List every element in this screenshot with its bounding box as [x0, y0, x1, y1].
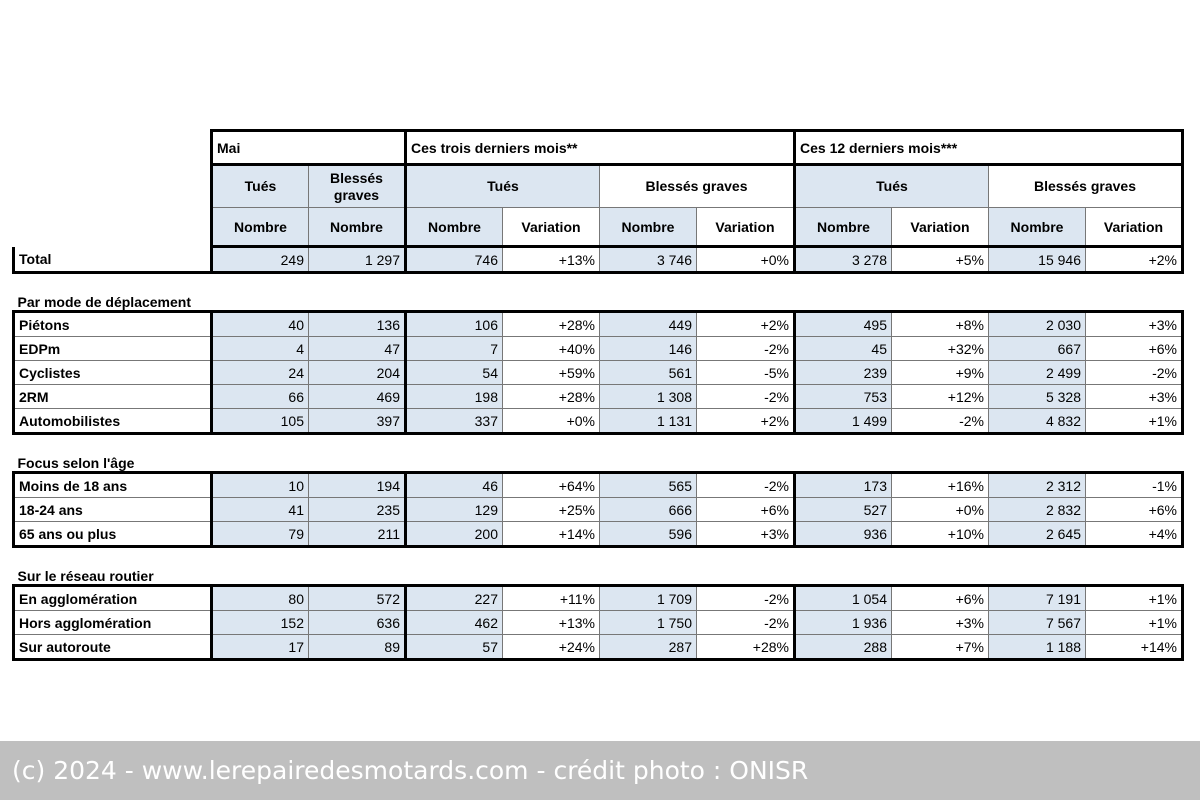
- variation-cell: +2%: [697, 409, 795, 434]
- table-row: [14, 473, 1183, 498]
- variation-cell: +25%: [503, 498, 600, 522]
- count-cell: 47: [309, 337, 406, 361]
- label-nombre: Nombre: [600, 208, 697, 247]
- table-row: [14, 409, 1183, 434]
- variation-cell: -2%: [697, 473, 795, 498]
- section-title: Par mode de déplacement: [17, 294, 192, 310]
- variation-cell: +3%: [697, 522, 795, 547]
- variation-cell: +2%: [1086, 247, 1183, 273]
- variation-cell: +0%: [697, 247, 795, 273]
- row-label: 65 ans ou plus: [14, 522, 212, 547]
- count-cell: 3 746: [600, 247, 697, 273]
- variation-cell: -2%: [1086, 361, 1183, 385]
- variation-cell: +28%: [503, 312, 600, 337]
- table-row: [14, 522, 1183, 547]
- count-cell: 5 328: [989, 385, 1086, 409]
- subheader-blesses-line1: Blessés: [330, 169, 383, 186]
- variation-cell: +16%: [892, 473, 989, 498]
- variation-cell: +1%: [1086, 586, 1183, 611]
- variation-cell: +13%: [503, 611, 600, 635]
- variation-cell: +40%: [503, 337, 600, 361]
- count-cell: 572: [309, 586, 406, 611]
- count-cell: 24: [212, 361, 309, 385]
- empty-corner: [14, 165, 212, 208]
- count-cell: 469: [309, 385, 406, 409]
- count-cell: 397: [309, 409, 406, 434]
- variation-cell: +0%: [503, 409, 600, 434]
- row-label: Hors agglomération: [14, 611, 212, 635]
- variation-cell: +14%: [503, 522, 600, 547]
- count-cell: 495: [795, 312, 892, 337]
- table-row: [14, 312, 1183, 337]
- table-row: [14, 586, 1183, 611]
- count-cell: 211: [309, 522, 406, 547]
- subheader-tues: Tués: [795, 165, 989, 208]
- section-title: Sur le réseau routier: [17, 568, 154, 584]
- label-nombre: Nombre: [309, 208, 406, 247]
- count-cell: 79: [212, 522, 309, 547]
- count-cell: 746: [406, 247, 503, 273]
- count-cell: 41: [212, 498, 309, 522]
- subheader-blesses-graves: Blessés graves: [989, 165, 1183, 208]
- count-cell: 4 832: [989, 409, 1086, 434]
- section-title-row: [14, 434, 1183, 473]
- table-row: [14, 498, 1183, 522]
- count-cell: 15 946: [989, 247, 1086, 273]
- variation-cell: +24%: [503, 635, 600, 660]
- label-nombre: Nombre: [406, 208, 503, 247]
- table-row: [14, 247, 1183, 273]
- row-label: Moins de 18 ans: [14, 473, 212, 498]
- subheader-blesses-graves: Blessés graves: [600, 165, 795, 208]
- label-nombre: Nombre: [795, 208, 892, 247]
- variation-cell: +14%: [1086, 635, 1183, 660]
- label-variation: Variation: [892, 208, 989, 247]
- count-cell: 57: [406, 635, 503, 660]
- count-cell: 54: [406, 361, 503, 385]
- variation-cell: +64%: [503, 473, 600, 498]
- variation-cell: +6%: [1086, 337, 1183, 361]
- label-nombre: Nombre: [989, 208, 1086, 247]
- variation-cell: -1%: [1086, 473, 1183, 498]
- count-cell: 1 308: [600, 385, 697, 409]
- row-label: Piétons: [14, 312, 212, 337]
- row-label: Cyclistes: [14, 361, 212, 385]
- count-cell: 7 191: [989, 586, 1086, 611]
- count-cell: 936: [795, 522, 892, 547]
- count-cell: 596: [600, 522, 697, 547]
- count-cell: 1 297: [309, 247, 406, 273]
- variation-cell: +6%: [697, 498, 795, 522]
- subheader-blesses-graves: [309, 165, 406, 208]
- header-group-row: [14, 131, 1183, 165]
- variation-cell: +59%: [503, 361, 600, 385]
- count-cell: 89: [309, 635, 406, 660]
- variation-cell: +28%: [503, 385, 600, 409]
- count-cell: 1 499: [795, 409, 892, 434]
- variation-cell: +7%: [892, 635, 989, 660]
- variation-cell: -2%: [697, 385, 795, 409]
- variation-cell: +3%: [1086, 385, 1183, 409]
- count-cell: 2 832: [989, 498, 1086, 522]
- count-cell: 235: [309, 498, 406, 522]
- count-cell: 2 030: [989, 312, 1086, 337]
- count-cell: 45: [795, 337, 892, 361]
- variation-cell: -2%: [697, 337, 795, 361]
- row-label: 2RM: [14, 385, 212, 409]
- count-cell: 2 312: [989, 473, 1086, 498]
- count-cell: 1 054: [795, 586, 892, 611]
- count-cell: 667: [989, 337, 1086, 361]
- section-title-row: [14, 547, 1183, 586]
- count-cell: 129: [406, 498, 503, 522]
- photo-credit-banner: (c) 2024 - www.lerepairedesmotards.com - crédit photo : ONISR: [0, 741, 1200, 800]
- variation-cell: +5%: [892, 247, 989, 273]
- row-label: EDPm: [14, 337, 212, 361]
- count-cell: 227: [406, 586, 503, 611]
- variation-cell: +8%: [892, 312, 989, 337]
- count-cell: 636: [309, 611, 406, 635]
- count-cell: 17: [212, 635, 309, 660]
- table-row: [14, 611, 1183, 635]
- count-cell: 2 499: [989, 361, 1086, 385]
- empty-corner: [14, 131, 212, 165]
- label-variation: Variation: [697, 208, 795, 247]
- count-cell: 7: [406, 337, 503, 361]
- row-label: Automobilistes: [14, 409, 212, 434]
- count-cell: 10: [212, 473, 309, 498]
- variation-cell: +1%: [1086, 611, 1183, 635]
- table-row: [14, 361, 1183, 385]
- count-cell: 46: [406, 473, 503, 498]
- row-label: Sur autoroute: [14, 635, 212, 660]
- header-label-row: [14, 208, 1183, 247]
- table-row: [14, 635, 1183, 660]
- variation-cell: +0%: [892, 498, 989, 522]
- count-cell: 449: [600, 312, 697, 337]
- count-cell: 239: [795, 361, 892, 385]
- count-cell: 288: [795, 635, 892, 660]
- table-body: [14, 131, 1183, 660]
- subheader-tues: Tués: [212, 165, 309, 208]
- subheader-tues: Tués: [406, 165, 600, 208]
- count-cell: 1 188: [989, 635, 1086, 660]
- table-row: [14, 337, 1183, 361]
- variation-cell: +12%: [892, 385, 989, 409]
- variation-cell: +32%: [892, 337, 989, 361]
- count-cell: 200: [406, 522, 503, 547]
- count-cell: 173: [795, 473, 892, 498]
- count-cell: 527: [795, 498, 892, 522]
- subheader-blesses-line2: graves: [333, 186, 380, 203]
- count-cell: 565: [600, 473, 697, 498]
- count-cell: 152: [212, 611, 309, 635]
- variation-cell: +3%: [892, 611, 989, 635]
- count-cell: 4: [212, 337, 309, 361]
- variation-cell: +6%: [892, 586, 989, 611]
- count-cell: 249: [212, 247, 309, 273]
- variation-cell: +13%: [503, 247, 600, 273]
- variation-cell: -5%: [697, 361, 795, 385]
- label-variation: Variation: [1086, 208, 1183, 247]
- variation-cell: +4%: [1086, 522, 1183, 547]
- road-safety-table: [12, 129, 1184, 661]
- label-variation: Variation: [503, 208, 600, 247]
- count-cell: 106: [406, 312, 503, 337]
- section-title-row: [14, 273, 1183, 312]
- group-header-mai: Mai: [212, 131, 406, 165]
- variation-cell: +9%: [892, 361, 989, 385]
- row-label: 18-24 ans: [14, 498, 212, 522]
- table-row: [14, 385, 1183, 409]
- count-cell: 753: [795, 385, 892, 409]
- variation-cell: +11%: [503, 586, 600, 611]
- label-nombre: Nombre: [212, 208, 309, 247]
- count-cell: 40: [212, 312, 309, 337]
- count-cell: 66: [212, 385, 309, 409]
- variation-cell: -2%: [892, 409, 989, 434]
- count-cell: 3 278: [795, 247, 892, 273]
- variation-cell: +28%: [697, 635, 795, 660]
- count-cell: 287: [600, 635, 697, 660]
- count-cell: 1 131: [600, 409, 697, 434]
- count-cell: 136: [309, 312, 406, 337]
- count-cell: 146: [600, 337, 697, 361]
- count-cell: 7 567: [989, 611, 1086, 635]
- variation-cell: -2%: [697, 611, 795, 635]
- count-cell: 204: [309, 361, 406, 385]
- variation-cell: +2%: [697, 312, 795, 337]
- count-cell: 198: [406, 385, 503, 409]
- variation-cell: +6%: [1086, 498, 1183, 522]
- row-label: En agglomération: [14, 586, 212, 611]
- count-cell: 561: [600, 361, 697, 385]
- count-cell: 2 645: [989, 522, 1086, 547]
- variation-cell: +3%: [1086, 312, 1183, 337]
- variation-cell: -2%: [697, 586, 795, 611]
- count-cell: 666: [600, 498, 697, 522]
- section-title: Focus selon l'âge: [17, 455, 135, 471]
- count-cell: 105: [212, 409, 309, 434]
- count-cell: 1 936: [795, 611, 892, 635]
- empty-corner: [14, 208, 212, 247]
- row-label: Total: [14, 247, 212, 273]
- count-cell: 1 750: [600, 611, 697, 635]
- header-sub-row: [14, 165, 1183, 208]
- count-cell: 194: [309, 473, 406, 498]
- count-cell: 1 709: [600, 586, 697, 611]
- group-header-3-months: Ces trois derniers mois**: [406, 131, 795, 165]
- count-cell: 80: [212, 586, 309, 611]
- count-cell: 462: [406, 611, 503, 635]
- count-cell: 337: [406, 409, 503, 434]
- group-header-12-months: Ces 12 derniers mois***: [795, 131, 1183, 165]
- variation-cell: +1%: [1086, 409, 1183, 434]
- variation-cell: +10%: [892, 522, 989, 547]
